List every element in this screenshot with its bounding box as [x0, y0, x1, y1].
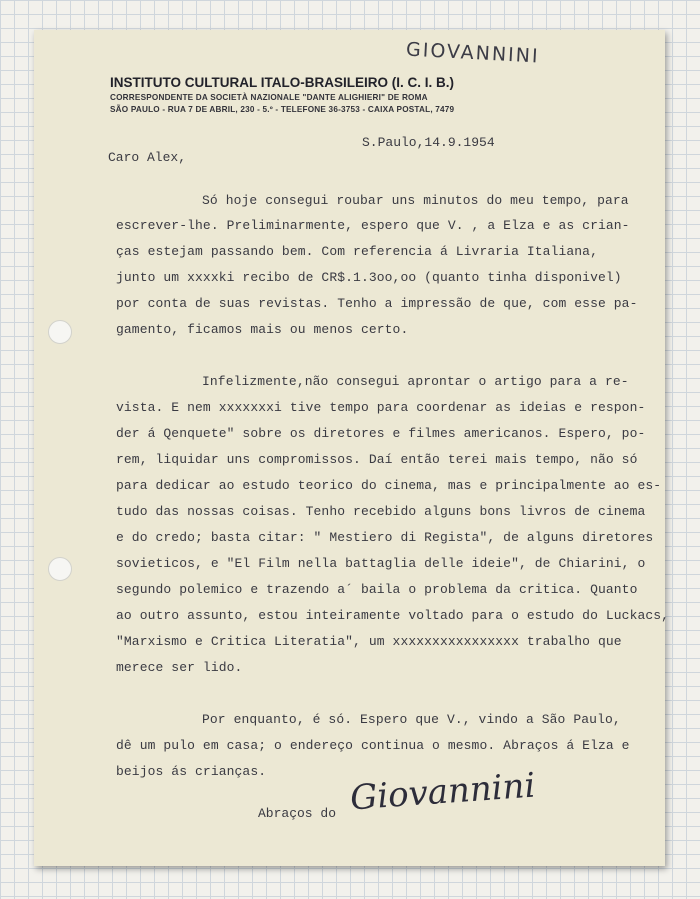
- body-line: gamento, ficamos mais ou menos certo.: [116, 322, 409, 337]
- letterhead-subtitle: CORRESPONDENTE DA SOCIETÀ NAZIONALE "DANTE ALIGHIERI" DE ROMA: [110, 93, 428, 102]
- body-line: "Marxismo e Critica Literatia", um xxxxxxxxxxxxxxxx trabalho que: [116, 634, 622, 649]
- letterhead-title: INSTITUTO CULTURAL ITALO-BRASILEIRO (I. C. I. B.): [110, 75, 454, 90]
- body-line: por conta de suas revistas. Tenho a impressão de que, com esse pa-: [116, 296, 638, 311]
- handwritten-signature: Giovannini: [348, 765, 537, 819]
- body-line: sovieticos, e "El Film nella battaglia delle ideie", de Chiarini, o: [116, 556, 646, 571]
- body-line: para dedicar ao estudo teorico do cinema, mas e principalmente ao es-: [116, 478, 662, 493]
- salutation: Caro Alex,: [108, 150, 187, 165]
- body-line: escrever-lhe. Preliminarmente, espero que V. , a Elza e as crian-: [116, 218, 630, 233]
- body-line: junto um xxxxki recibo de CR$.1.3oo,oo (quanto tinha disponivel): [116, 270, 622, 285]
- body-line: dê um pulo em casa; o endereço continua o mesmo. Abraços á Elza e: [116, 738, 630, 753]
- handwritten-name-annotation: GIOVANNINI: [405, 38, 541, 68]
- punch-hole: [48, 320, 72, 344]
- body-line: beijos ás crianças.: [116, 764, 267, 779]
- punch-hole: [48, 557, 72, 581]
- body-line: Infelizmente,não consegui aprontar o artigo para a re-: [202, 374, 629, 389]
- body-line: e do credo; basta citar: " Mestiero di Regista", de alguns diretores: [116, 530, 654, 545]
- letterhead-address: SÃO PAULO - RUA 7 DE ABRIL, 230 - 5.º - TELEFONE 36-3753 - CAIXA POSTAL, 7479: [110, 105, 455, 114]
- body-line: vista. E nem xxxxxxxi tive tempo para coordenar as ideias e respon-: [116, 400, 646, 415]
- body-line: der á Qenquete" sobre os diretores e filmes americanos. Espero, po-: [116, 426, 646, 441]
- body-line: merece ser lido.: [116, 660, 243, 675]
- body-line: tudo das nossas coisas. Tenho recebido alguns bons livros de cinema: [116, 504, 646, 519]
- body-line: rem, liquidar uns compromissos. Daí então terei mais tempo, não só: [116, 452, 638, 467]
- letter-date: S.Paulo,14.9.1954: [362, 135, 495, 150]
- body-line: segundo polemico e trazendo a´ baila o problema da critica. Quanto: [116, 582, 638, 597]
- body-line: Por enquanto, é só. Espero que V., vindo a São Paulo,: [202, 712, 621, 727]
- body-line: ças estejam passando bem. Com referencia á Livraria Italiana,: [116, 244, 598, 259]
- closing: Abraços do: [258, 806, 337, 821]
- body-line: ao outro assunto, estou inteiramente voltado para o estudo do Luckacs,: [116, 608, 670, 623]
- body-line: Só hoje consegui roubar uns minutos do meu tempo, para: [202, 193, 629, 208]
